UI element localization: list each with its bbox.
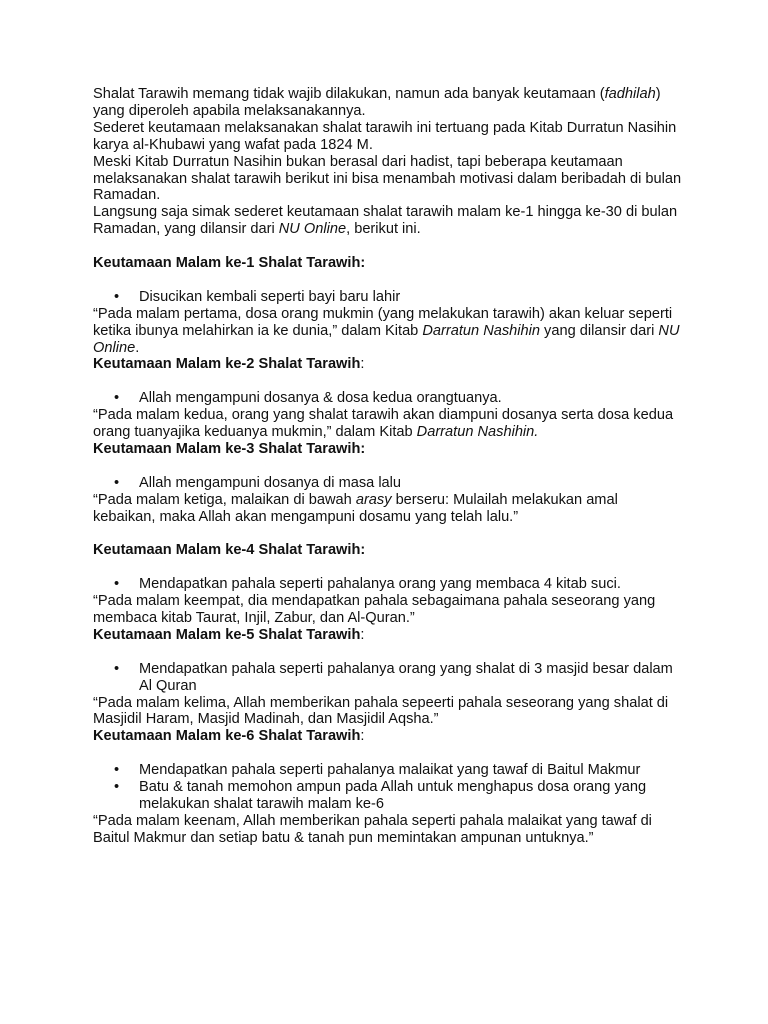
heading-night-1: Keutamaan Malam ke-1 Shalat Tarawih: — [93, 255, 366, 272]
list-item: • Mendapatkan pahala seperti pahalanya orang yang membaca 4 kitab suci. — [93, 576, 683, 593]
spacer — [93, 745, 683, 762]
spacer — [93, 373, 683, 390]
list-item: • Mendapatkan pahala seperti pahalanya orang yang shalat di 3 masjid besar dalam Al Quran — [93, 661, 683, 695]
intro-paragraph-3: Meski Kitab Durratun Nasihin bukan berasal dari hadist, tapi beberapa keutamaan melaksanakan shalat tarawih berikut ini bisa menambah motivasi dalam beribadah di bulan Ramadan. — [93, 153, 682, 204]
intro-paragraph-4: Langsung saja simak sederet keutamaan shalat tarawih malam ke-1 hingga ke-30 di bulan Ramadan, yang dilansir dari NU Online, berikut ini. — [93, 204, 678, 238]
bullet-list-night-6 — [93, 762, 683, 813]
bullet-list-night-4 — [93, 576, 683, 593]
heading-night-2: Keutamaan Malam ke-2 Shalat Tarawih: — [93, 356, 365, 373]
list-item: • Batu & tanah memohon ampun pada Allah untuk menghapus dosa orang yang melakukan shalat tarawih malam ke-6 — [93, 779, 683, 813]
quote-night-4: “Pada malam keempat, dia mendapatkan pahala sebagaimana pahala seseorang yang membaca kitab Taurat, Injil, Zabur, dan Al-Quran.” — [93, 593, 656, 626]
heading-night-4: Keutamaan Malam ke-4 Shalat Tarawih: — [93, 542, 366, 559]
spacer — [93, 272, 683, 289]
heading-night-5: Keutamaan Malam ke-5 Shalat Tarawih: — [93, 626, 365, 643]
quote-night-3: “Pada malam ketiga, malaikan di bawah arasy berseru: Mulailah melakukan amal kebaikan, maka Allah akan mengampuni dosamu yang telah lalu.” — [93, 491, 618, 525]
bullet-list-night-2 — [93, 390, 683, 407]
quote-night-2: “Pada malam kedua, orang yang shalat tarawih akan diampuni dosanya serta dosa kedua orang tuanyajika keduanya mukmin,” dalam Kitab Darratun Nashihin. — [93, 407, 674, 441]
quote-night-1: “Pada malam pertama, dosa orang mukmin (yang melakukan tarawih) akan keluar seperti ketika ibunya melahirkan ia ke dunia,” dalam Kitab Darratun Nashihin yang dilansir dari NU Online. — [93, 305, 680, 356]
list-item: • Mendapatkan pahala seperti pahalanya malaikat yang tawaf di Baitul Makmur — [93, 762, 683, 779]
intro-paragraph-1: Shalat Tarawih memang tidak wajib dilakukan, namun ada banyak keutamaan (fadhilah) yang diperoleh apabila melaksanakannya. — [93, 86, 661, 119]
bullet-list-night-1 — [93, 289, 683, 306]
list-item: • Allah mengampuni dosanya di masa lalu — [93, 475, 683, 492]
spacer — [93, 458, 683, 475]
quote-night-6: “Pada malam keenam, Allah memberikan pahala seperti pahala malaikat yang tawaf di Baitul Makmur dan setiap batu & tanah pun memintakan ampunan untuknya.” — [93, 812, 652, 846]
spacer — [93, 238, 683, 255]
spacer — [93, 559, 683, 576]
quote-night-5: “Pada malam kelima, Allah memberikan pahala sepeerti pahala seseorang yang shalat di Masjidil Haram, Masjid Madinah, dan Masjidil Aqsha.” — [93, 694, 669, 728]
list-item: • Disucikan kembali seperti bayi baru lahir — [93, 289, 683, 306]
bullet-list-night-5 — [93, 661, 683, 695]
list-item: • Allah mengampuni dosanya & dosa kedua orangtuanya. — [93, 390, 683, 407]
bullet-list-night-3 — [93, 475, 683, 492]
heading-night-3: Keutamaan Malam ke-3 Shalat Tarawih: — [93, 440, 366, 457]
spacer — [93, 526, 683, 543]
heading-night-6: Keutamaan Malam ke-6 Shalat Tarawih: — [93, 728, 365, 745]
intro-paragraph-2: Sederet keutamaan melaksanakan shalat tarawih ini tertuang pada Kitab Durratun Nasihin karya al-Khubawi yang wafat pada 1824 M. — [93, 119, 677, 153]
spacer — [93, 644, 683, 661]
document-page — [93, 86, 683, 847]
